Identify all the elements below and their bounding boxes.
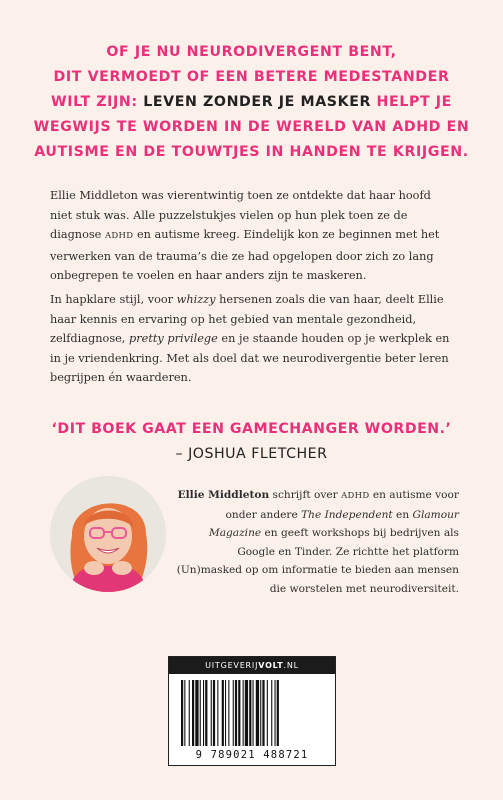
headline-text: WILT ZIJN: xyxy=(51,94,144,110)
publisher-text: .NL xyxy=(283,661,299,670)
publisher-label xyxy=(169,657,335,674)
bio-text: en geeft workshops bij bedrijven als Google en Tinder. Ze richtte het platform (Un)masked op om informatie te bieden aan mensen die worstelen met neurodiversiteit. xyxy=(176,527,459,595)
italic-term: whizzy xyxy=(176,293,216,306)
isbn-number: 9 789021 488721 xyxy=(195,749,309,761)
headline-line: AUTISME EN DE TOUWTJES IN HANDEN TE KRIJGEN. xyxy=(34,144,469,160)
publisher-text: VOLT xyxy=(258,661,284,670)
author-name: Ellie Middleton xyxy=(177,489,270,501)
publisher-text: UITGEVERIJ xyxy=(205,661,259,670)
bio-text: en autisme voor onder andere xyxy=(225,489,459,521)
endorsement-quote xyxy=(30,417,473,467)
back-cover-headline xyxy=(30,40,473,165)
paragraph-text: In hapklare stijl, voor xyxy=(50,293,177,306)
headline-line xyxy=(30,90,473,115)
book-title: LEVEN ZONDER JE MASKER xyxy=(143,94,372,110)
quote-text: ‘DIT BOEK GAAT EEN GAMECHANGER WORDEN.’ xyxy=(51,421,452,437)
headline-line: DIT VERMOEDT OF EEN BETERE MEDESTANDER xyxy=(53,69,450,85)
barcode-box xyxy=(168,656,336,766)
barcode-icon xyxy=(181,680,323,746)
adhd-term: ADHD xyxy=(341,491,370,501)
bio-text: en xyxy=(392,508,413,521)
description-paragraph-1 xyxy=(50,186,455,286)
paragraph-text: hersenen zoals die van haar, deelt Ellie haar kennis en ervaring op het gebied van mentale gezondheid, zelfdiagnose, xyxy=(50,293,444,345)
bio-text: schrijft over xyxy=(269,489,342,501)
adhd-term: ADHD xyxy=(104,231,134,241)
headline-text: HELPT JE xyxy=(371,94,452,110)
author-bio xyxy=(170,486,459,599)
headline-line: WEGWIJS TE WORDEN IN DE WERELD VAN ADHD EN xyxy=(33,119,470,135)
paragraph-text: en je staande houden op je werkplek en in je vriendenkring. Met als doel dat we neurodivergentie beter leren begrijpen én waarderen. xyxy=(50,332,450,384)
paragraph-text: Ellie Middleton was vierentwintig toen ze ontdekte dat haar hoofd niet stuk was. Alle puzzelstukjes vielen op hun plek toen ze de diagnose xyxy=(50,189,431,241)
author-portrait-icon xyxy=(50,476,166,592)
quote-author: – JOSHUA FLETCHER xyxy=(175,446,328,462)
description-paragraph-2 xyxy=(50,290,455,388)
paragraph-text: en autisme kreeg. Eindelijk kon ze beginnen met het verwerken van de trauma’s die ze had opgelopen door zich zo lang onbegrepen te voelen en haar anders zijn te maskeren. xyxy=(50,228,440,282)
author-photo xyxy=(50,476,166,592)
publication-name: Glamour Magazine xyxy=(208,508,459,540)
italic-term: pretty privilege xyxy=(129,332,218,345)
headline-line: OF JE NU NEURODIVERGENT BENT, xyxy=(106,44,397,60)
publication-name: The Independent xyxy=(301,508,393,521)
